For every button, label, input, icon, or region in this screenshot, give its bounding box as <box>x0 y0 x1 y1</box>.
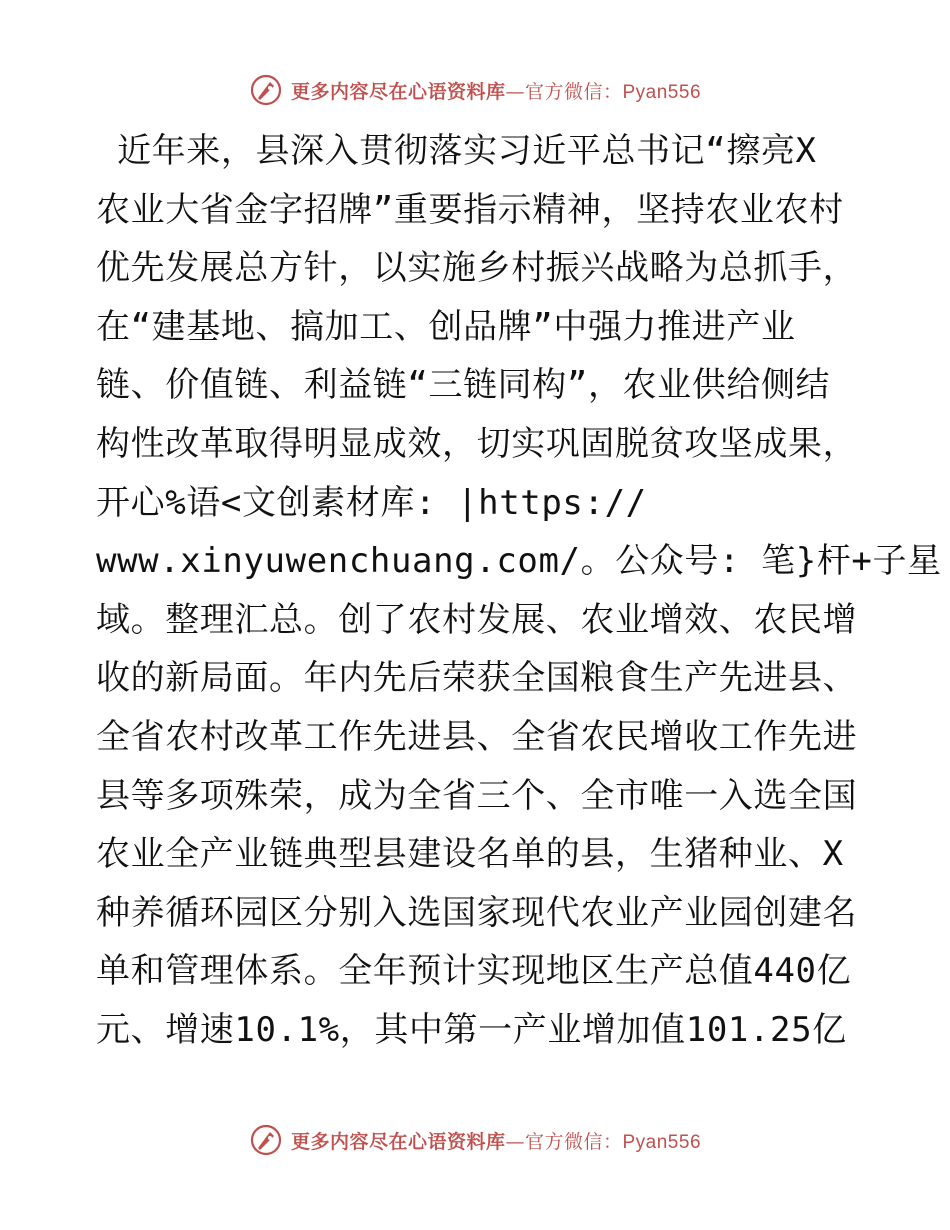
body-line-5: 链、价值链、利益链“三链同构”，农业供给侧结 <box>96 365 831 406</box>
body-line-16: 元、增速10.1%，其中第一产业增加值101.25亿 <box>96 1009 847 1050</box>
footer-wechat-id: Pyan556 <box>622 1131 702 1153</box>
header-brand-text: 更多内容尽在心语资料库 <box>290 80 506 103</box>
header-banner <box>0 70 950 110</box>
footer-official-label: 官方微信： <box>524 1130 623 1153</box>
body-line-8: www.xinyuwenchuang.com/。公众号: 笔}杆+子星 <box>96 541 942 582</box>
header-banner-text <box>291 77 701 104</box>
footer-brand-text: 更多内容尽在心语资料库 <box>290 1130 506 1153</box>
body-line-15: 单和管理体系。全年预计实现地区生产总值440亿 <box>96 951 852 992</box>
pen-nib-circle-icon <box>249 1123 283 1157</box>
body-line-12: 县等多项殊荣，成为全省三个、全市唯一入选全国 <box>96 775 858 816</box>
header-separator: — <box>505 80 525 103</box>
footer-banner <box>0 1120 950 1160</box>
body-line-13: 农业全产业链典型县建设名单的县，生猪种业、X <box>96 834 844 875</box>
body-line-2: 农业大省金字招牌”重要指示精神，坚持农业农村 <box>96 189 844 230</box>
header-wechat-id: Pyan556 <box>622 81 702 103</box>
body-line-1: 近年来，县深入贯彻落实习近平总书记“擦亮X <box>96 131 817 171</box>
body-line-4: 在“建基地、搞加工、创品牌”中强力推进产业 <box>96 306 796 347</box>
body-line-10: 收的新局面。年内先后荣获全国粮食生产先进县、 <box>96 658 858 699</box>
body-line-14: 种养循环园区分别入选国家现代农业产业园创建名 <box>96 892 858 933</box>
footer-separator: — <box>505 1130 525 1153</box>
body-line-3: 优先发展总方针，以实施乡村振兴战略为总抓手， <box>96 248 858 289</box>
document-body <box>96 122 942 1060</box>
header-official-label: 官方微信： <box>524 80 623 103</box>
body-line-7: 开心%语<文创素材库: |https:// <box>96 482 647 523</box>
footer-banner-text <box>291 1127 701 1154</box>
body-line-11: 全省农村改革工作先进县、全省农民增收工作先进 <box>96 716 858 757</box>
body-line-6: 构性改革取得明显成效，切实巩固脱贫攻坚成果， <box>96 423 858 464</box>
body-line-9: 域。整理汇总。创了农村发展、农业增效、农民增 <box>96 599 858 640</box>
pen-nib-circle-icon <box>249 73 283 107</box>
